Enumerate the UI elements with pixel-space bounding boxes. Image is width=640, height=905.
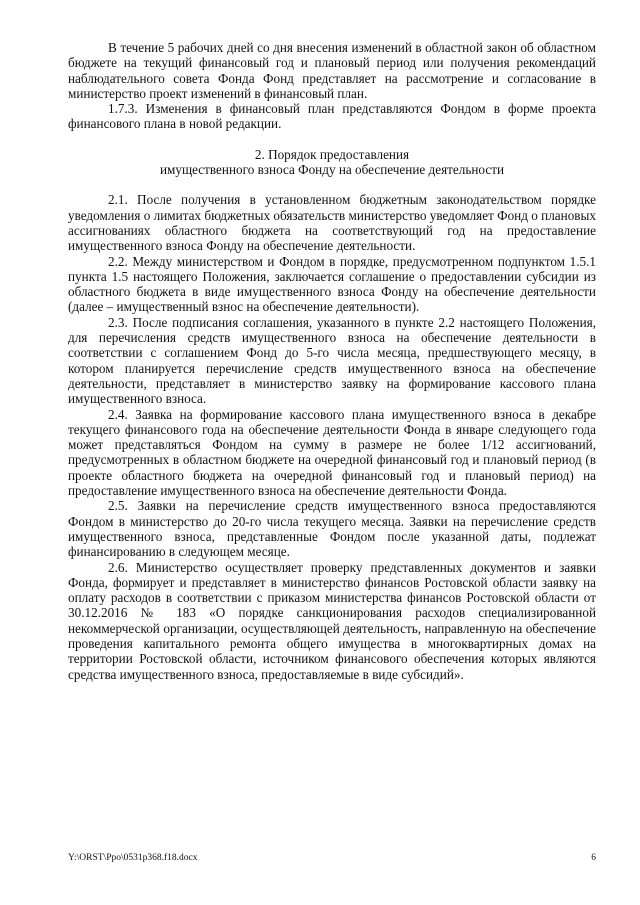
section-title-line1: 2. Порядок предоставления xyxy=(254,146,410,162)
footer-file-path: Y:\ORST\Ppo\0531p368.f18.docx xyxy=(68,853,198,863)
section-heading xyxy=(68,147,596,178)
paragraph-2-6: 2.6. Министерство осуществляет проверку представленных документов и заявки Фонда, формирует и представляет в министерство финансов Ростовской области заявку на оплату расходов в соответствии с приказом министерства финансов Ростовской области от 30.12.2016 № 183 «О порядке санкционирования расходов специализированной некоммерческой организации, осуществляющей деятельность, направленную на обеспечение проведения капитального ремонта общего имущества в многоквартирных домах на территории Ростовской области, источником финансового обеспечения которых являются средства имущественного взноса, предоставляемые в виде субсидий». xyxy=(68,559,596,682)
paragraph-2-1: 2.1. После получения в установленном бюджетным законодательством порядке уведомления о лимитах бюджетных обязательств министерство уведомляет Фонд о плановых ассигнованиях областного бюджета на соответствующий год на предоставление имущественного взноса Фонду на обеспечение деятельности. xyxy=(68,192,596,254)
paragraph-2-2: 2.2. Между министерством и Фондом в порядке, предусмотренном подпунктом 1.5.1 пункта 1.5 настоящего Положения, заключается соглашение о предоставлении субсидии из областного бюджета в виде имущественного взноса Фонду на обеспечение деятельности (далее – имущественный взнос на обеспечение деятельности). xyxy=(68,253,596,315)
footer-page-number: 6 xyxy=(591,853,596,863)
paragraph-1-7-3: 1.7.3. Изменения в финансовый план представляются Фондом в форме проекта финансового плана в новой редакции. xyxy=(68,101,596,132)
section-title-line2: имущественного взноса Фонду на обеспечение деятельности xyxy=(159,162,505,178)
paragraph-2-5: 2.5. Заявки на перечисление средств имущественного взноса предоставляются Фондом в министерство до 20-го числа текущего месяца. Заявки на перечисление средств имущественного взноса, представленные Фондом после указанной даты, подлежат финансированию в следующем месяце. xyxy=(68,498,596,560)
paragraph-2-3: 2.3. После подписания соглашения, указанного в пункте 2.2 настоящего Положения, для перечисления средств имущественного взноса на обеспечение деятельности в соответствии с соглашением Фонд до 5-го числа месяца, предшествующего месяцу, в котором планируется перечисление средств имущественного взноса на обеспечение деятельности, представляет в министерство заявку на формирование кассового плана имущественного взноса. xyxy=(68,314,596,407)
paragraph-2-4: 2.4. Заявка на формирование кассового плана имущественного взноса в декабре текущего финансового года на обеспечение деятельности Фонда в январе следующего года может представляться Фондом на сумму в размере не более 1/12 ассигнований, предусмотренных в областном бюджете на очередной финансовый год и плановый период (в проекте областного бюджета на очередной финансовый год и плановый период) на предоставление имущественного взноса на обеспечение деятельности Фонда. xyxy=(68,406,596,499)
document-body xyxy=(68,40,596,682)
paragraph-intro: В течение 5 рабочих дней со дня внесения изменений в областной закон об областном бюджете на текущий финансовый год и плановый период или получения рекомендаций наблюдательного совета Фонда Фонд представляет на рассмотрение и согласование в министерство проект изменений в финансовый план. xyxy=(68,40,596,101)
page-footer xyxy=(68,853,596,863)
